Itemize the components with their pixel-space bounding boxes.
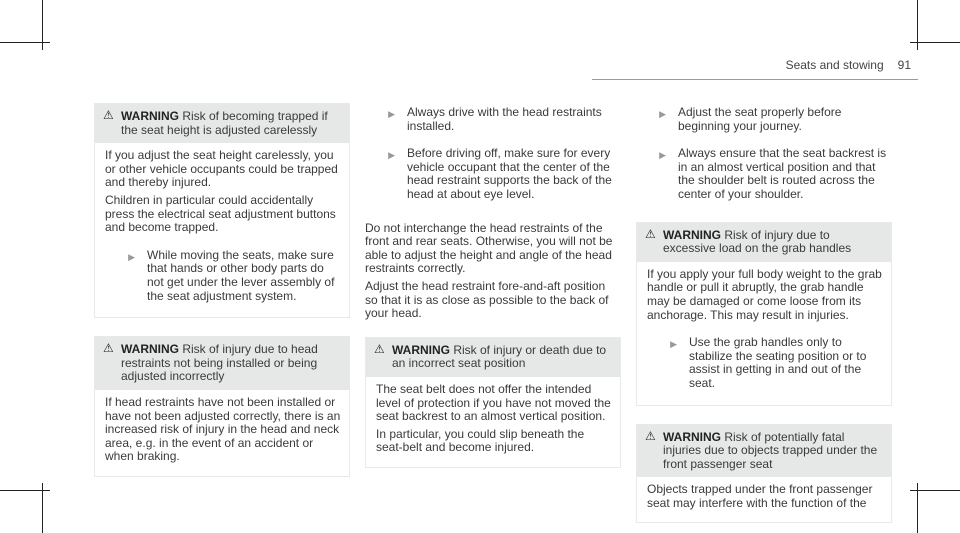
paragraph: Adjust the head restraint fore-and-aft position so that it is as close as possible to the back of your head.	[365, 278, 609, 321]
warning-label: WARNING	[121, 342, 179, 357]
crop-mark	[0, 490, 50, 491]
paragraph: If you apply your full body weight to the grab handle or pull it abruptly, the grab handle may be damaged or come loose from its anchorage. This may result in injuries.	[647, 266, 882, 322]
warning-label: WARNING	[121, 109, 179, 123]
column-1	[94, 103, 350, 477]
paragraph: Children in particular could accidentally press the electrical seat adjustment buttons and become trapped.	[105, 192, 336, 235]
warning-triangle-icon: ⚠	[103, 108, 114, 122]
warning-body	[95, 390, 349, 476]
warning-box	[636, 424, 892, 524]
column-2	[365, 106, 621, 468]
warning-heading: Risk of potentially fatal injuries due to objects trapped under the front passenger seat	[663, 429, 878, 471]
bullet-arrow-icon: ▶	[659, 150, 666, 161]
paragraph: Do not interchange the head restraints of the front and rear seats. Otherwise, you will not be able to adjust the height and angle of the head restraints correctly.	[365, 220, 613, 276]
list-item	[647, 336, 883, 390]
paragraph: Objects trapped under the front passenger seat may interfere with the function of the	[647, 482, 873, 510]
running-header	[786, 58, 911, 72]
warning-heading: Risk of injury or death due to an incorrect seat position	[392, 342, 607, 371]
header-rule	[592, 79, 918, 80]
warning-body	[366, 377, 620, 467]
list-item	[105, 249, 341, 303]
list-item-text: Use the grab handles only to stabilize the seating position or to assist in getting in and out of the seat.	[689, 335, 867, 390]
section-title: Seats and stowing	[785, 58, 884, 72]
warning-triangle-icon: ⚠	[645, 226, 656, 241]
warning-header	[95, 104, 349, 143]
list-item	[636, 147, 892, 201]
crop-mark	[910, 490, 960, 491]
warning-header	[637, 425, 891, 478]
warning-box	[636, 222, 892, 406]
warning-label: WARNING	[663, 227, 721, 242]
warning-body	[637, 262, 891, 405]
warning-heading: Risk of injury due to excessive load on the grab handles	[663, 227, 852, 256]
warning-body	[95, 143, 349, 317]
crop-mark	[0, 42, 50, 43]
warning-heading: Risk of becoming trapped if the seat height is adjusted carelessly	[121, 109, 328, 137]
bullet-arrow-icon: ▶	[659, 109, 666, 119]
bullet-arrow-icon: ▶	[670, 339, 677, 350]
list-item-text: While moving the seats, make sure that hands or other body parts do not get under the lever assembly of the seat adjustment system.	[147, 247, 335, 303]
paragraph: If you adjust the seat height carelessly, you or other vehicle occupants could be trapped and thereby injured.	[105, 148, 338, 190]
warning-heading: Risk of injury due to head restraints not being installed or being adjusted incorrectly	[121, 342, 318, 384]
bullet-arrow-icon: ▶	[388, 109, 395, 119]
warning-box	[365, 337, 621, 468]
warning-triangle-icon: ⚠	[645, 428, 656, 443]
warning-box	[94, 336, 350, 477]
warning-triangle-icon: ⚠	[103, 341, 114, 356]
list-item-text: Adjust the seat properly before beginning your journey.	[678, 105, 842, 133]
list-item-text: Always ensure that the seat backrest is in an almost vertical position and that the shoulder belt is routed across the center of your shoulder.	[678, 146, 887, 201]
bullet-arrow-icon: ▶	[128, 251, 135, 262]
crop-mark	[910, 42, 960, 43]
warning-body	[637, 477, 891, 522]
list-item	[365, 147, 621, 201]
list-item-text: Always drive with the head restraints installed.	[407, 105, 602, 133]
warning-header	[366, 338, 620, 377]
warning-triangle-icon: ⚠	[374, 341, 385, 356]
paragraph: If head restraints have not been installed or have not been adjusted correctly, there is an increased risk of injury in the head and neck area, e.g. in the event of an accident or when braking.	[105, 394, 341, 464]
list-item	[365, 106, 621, 133]
bullet-arrow-icon: ▶	[388, 150, 395, 161]
warning-box	[94, 103, 350, 318]
paragraph: In particular, you could slip beneath the seat-belt and become injured.	[376, 426, 585, 455]
warning-label: WARNING	[663, 429, 721, 444]
warning-label: WARNING	[392, 342, 450, 357]
paragraph: The seat belt does not offer the intended level of protection if you have not moved the seat backrest to an almost vertical position.	[376, 381, 611, 424]
list-item	[636, 106, 892, 133]
warning-header	[637, 223, 891, 262]
page-number: 91	[897, 58, 911, 72]
column-3	[636, 106, 892, 523]
list-item-text: Before driving off, make sure for every vehicle occupant that the center of the head restraint supports the back of the head at about eye level.	[407, 146, 612, 201]
warning-header	[95, 337, 349, 390]
